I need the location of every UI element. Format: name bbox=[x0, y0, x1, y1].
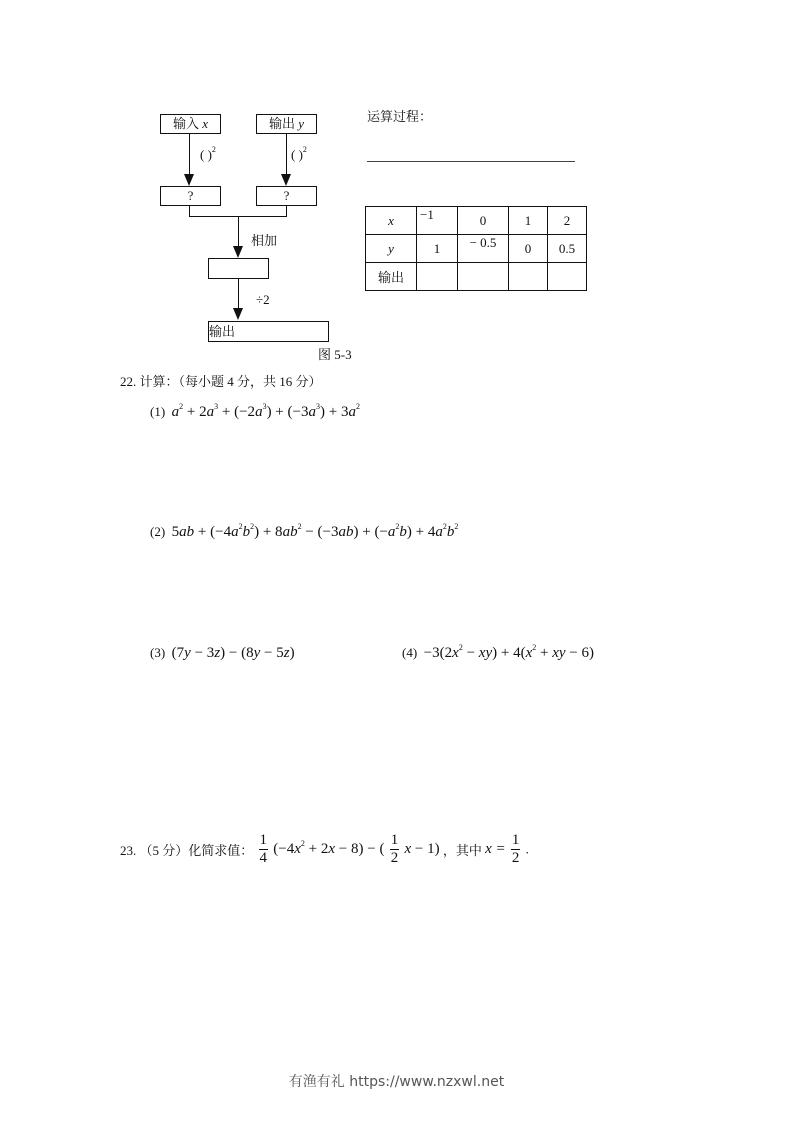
connector-right bbox=[286, 134, 287, 174]
expression: (7y − 3z) − (8y − 5z) bbox=[171, 645, 295, 661]
unknown-left-box bbox=[160, 186, 221, 206]
fraction-one-half-value: $\frac{1}{2}$ bbox=[511, 832, 520, 866]
table-cell: − 0.5 bbox=[458, 235, 509, 263]
table-cell bbox=[458, 263, 509, 291]
row-header: y bbox=[366, 235, 417, 263]
fraction-one-half: $\frac{1}{2}$ bbox=[390, 832, 399, 866]
value-table bbox=[365, 206, 587, 291]
input-x-box bbox=[160, 114, 221, 134]
part-label: (3) bbox=[150, 645, 166, 660]
square-op-left: ( )$^2$ bbox=[200, 145, 216, 162]
q22-part2 bbox=[150, 524, 458, 541]
output-y-box bbox=[256, 114, 317, 134]
arrow-down-icon bbox=[184, 174, 194, 186]
row-header: x bbox=[366, 207, 417, 235]
fraction-one-fourth: $\frac{1}{4}$ bbox=[259, 832, 268, 866]
answer-line bbox=[367, 161, 575, 162]
row-header: 输出 bbox=[366, 263, 417, 291]
sum-box bbox=[208, 258, 269, 279]
table-row bbox=[366, 207, 587, 235]
q22-part3 bbox=[150, 645, 295, 662]
figure-caption: 图 5-3 bbox=[318, 347, 352, 362]
table-cell: 2 bbox=[548, 207, 587, 235]
arrow-down-icon bbox=[233, 246, 243, 258]
table-cell: 1 bbox=[417, 235, 458, 263]
table-cell: 0 bbox=[509, 235, 548, 263]
output-y-var: y bbox=[298, 116, 305, 131]
process-label: 运算过程： bbox=[367, 109, 433, 124]
output-y-label: 输出 bbox=[268, 116, 295, 131]
table-row bbox=[366, 263, 587, 291]
connector-left bbox=[189, 134, 190, 174]
output-label: 输出 bbox=[209, 324, 236, 339]
part-label: (2) bbox=[150, 524, 166, 539]
table-cell bbox=[417, 263, 458, 291]
expression: $-3(2x^2 - xy) + 4(x^2$ + xy − 6) bbox=[423, 643, 594, 661]
part-label: (1) bbox=[150, 404, 166, 419]
q23: 23. （5 分）化简求值： $\frac{1}{4}$ $(-4x^2 + 2x - 8)$ − ( $\frac{1}{2}$ x − 1) ，其中 x = $\frac{1}{2}$ . bbox=[120, 832, 529, 866]
footer-watermark: 有渔有礼 https://www.nzxwl.net bbox=[288, 1074, 505, 1090]
input-label: 输入 bbox=[172, 116, 199, 131]
expression: $a^2 + 2a^3 + (-2a^3) + (-3a^3) + 3a^2$ bbox=[171, 402, 360, 420]
q22-part1 bbox=[150, 404, 360, 421]
q22-part4 bbox=[402, 645, 594, 662]
divide-label: ÷2 bbox=[256, 292, 270, 307]
arrow-down-icon bbox=[281, 174, 291, 186]
part-label: (4) bbox=[402, 645, 418, 660]
table-cell: 0 bbox=[458, 207, 509, 235]
input-var: x bbox=[202, 116, 209, 131]
add-label: 相加 bbox=[251, 233, 278, 248]
divide-connector bbox=[238, 279, 239, 309]
output-box bbox=[208, 321, 329, 342]
arrow-down-icon bbox=[233, 308, 243, 320]
square-op-right: ( )$^2$ bbox=[291, 145, 307, 162]
table-cell bbox=[509, 263, 548, 291]
expression: $5ab + (-4a^2b^2) + 8ab^2 - (-3ab) + (-a^2b) + 4a^2b^2$ bbox=[171, 522, 459, 540]
table-cell: −1 bbox=[417, 207, 458, 235]
table-row bbox=[366, 235, 587, 263]
q23-title: 23. （5 分）化简求值： bbox=[120, 843, 254, 858]
q22-title: 22. 计算：（每小题 4 分，共 16 分） bbox=[120, 374, 322, 389]
unknown-left: ? bbox=[187, 188, 194, 203]
table-cell bbox=[548, 263, 587, 291]
unknown-right: ? bbox=[283, 188, 290, 203]
table-cell: 1 bbox=[509, 207, 548, 235]
unknown-right-box bbox=[256, 186, 317, 206]
merge-down bbox=[238, 216, 239, 247]
table-cell: 0.5 bbox=[548, 235, 587, 263]
